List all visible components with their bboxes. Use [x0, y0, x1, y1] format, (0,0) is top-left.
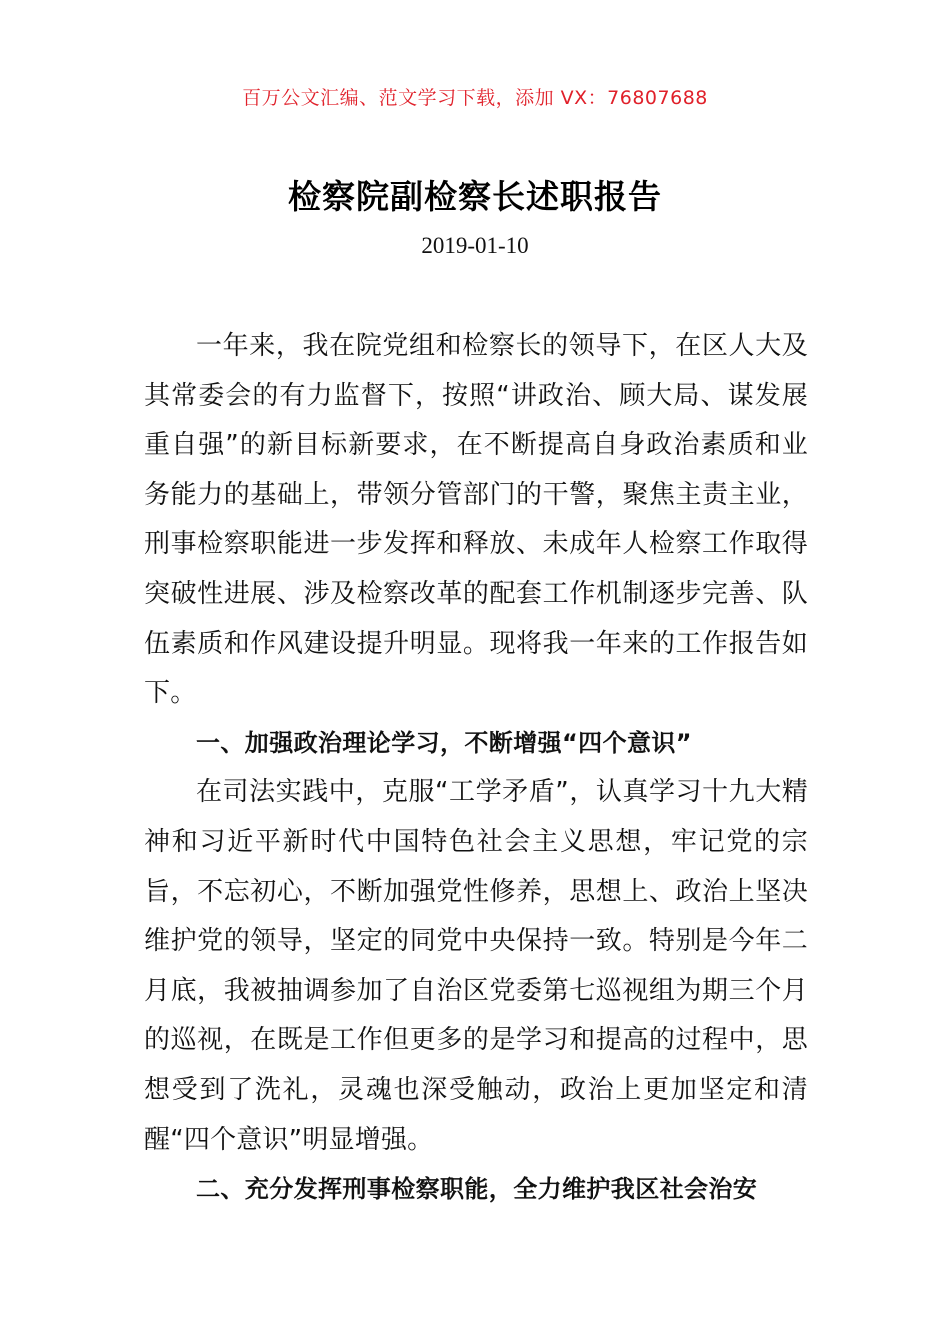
header-watermark-note: 百万公文汇编、范文学习下载，添加 VX：76807688	[242, 87, 708, 109]
document-title: 检察院副检察长述职报告	[288, 177, 662, 216]
body-paragraph-intro: 一年来，我在院党组和检察长的领导下，在区人大及其常委会的有力监督下，按照“讲政治、顾大局、谋发展重自强”的新目标新要求，在不断提高自身政治素质和业务能力的基础上，带领分管部门的干警，聚焦主责主业，刑事检察职能进一步发挥和释放、未成年人检察工作取得突破性进展、涉及检察改革的配套工作机制逐步完善、队伍素质和作风建设提升明显。现将我一年来的工作报告如下。	[144, 331, 808, 709]
body-paragraph-section-1: 在司法实践中，克服“工学矛盾”，认真学习十九大精神和习近平新时代中国特色社会主义思想，牢记党的宗旨，不忘初心，不断加强党性修养，思想上、政治上坚决维护党的领导，坚定的同党中央保持一致。特别是今年二月底，我被抽调参加了自治区党委第七巡视组为期三个月的巡视，在既是工作但更多的是学习和提高的过程中，思想受到了洗礼，灵魂也深受触动，政治上更加坚定和清醒“四个意识”明显增强。	[144, 777, 808, 1155]
document-body	[144, 322, 808, 1215]
section-heading-1: 一、加强政治理论学习，不断增强“四个意识”	[196, 728, 692, 757]
document-date: 2019-01-10	[421, 233, 529, 258]
section-heading-2: 二、充分发挥刑事检察职能，全力维护我区社会治安	[196, 1175, 758, 1204]
